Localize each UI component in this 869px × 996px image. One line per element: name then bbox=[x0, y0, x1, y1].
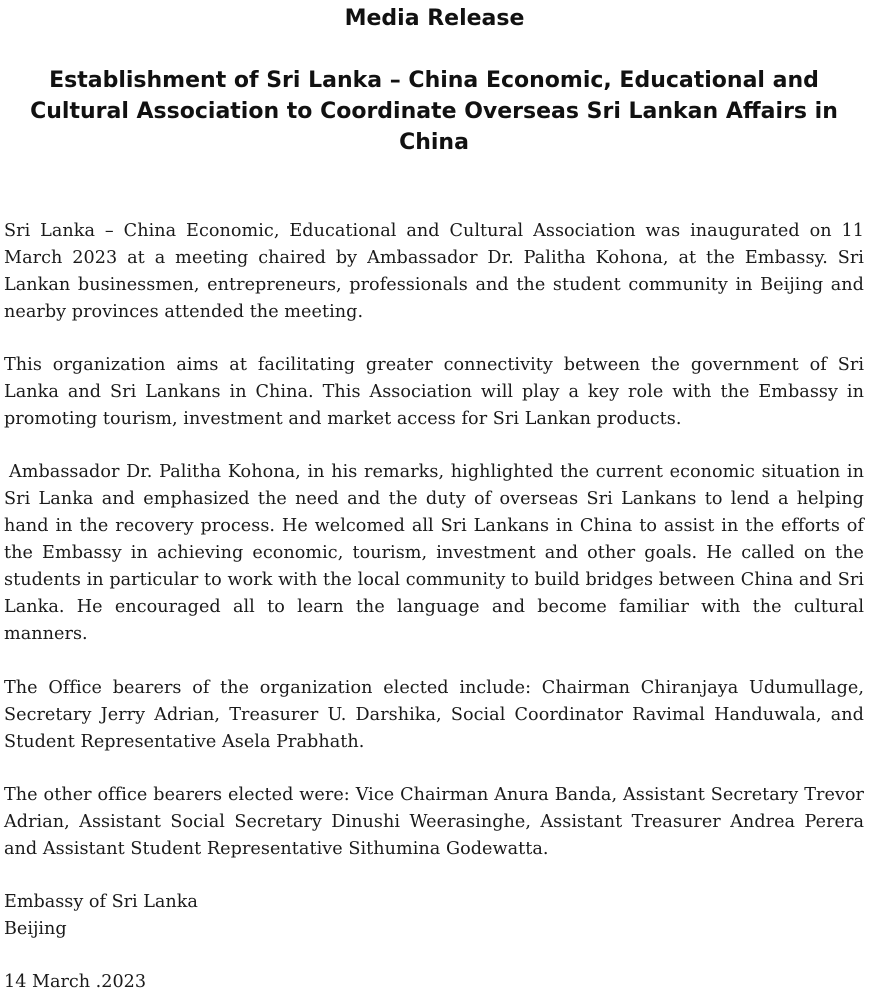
document-title: Establishment of Sri Lanka – China Economic, Educational and Cultural Association to Coordinate Overseas Sri Lankan Affairs in China bbox=[30, 68, 838, 155]
signature-city: Beijing bbox=[4, 919, 67, 939]
paragraph-office-bearers: The Office bearers of the organization elected include: Chairman Chiranjaya Udumullage, Secretary Jerry Adrian, Treasurer U. Darshika, Social Coordinator Ravimal Handuwala, and Student Representative Asela Prabhath. bbox=[4, 678, 864, 752]
signature-organization: Embassy of Sri Lanka bbox=[4, 892, 198, 912]
paragraph-inauguration: Sri Lanka – China Economic, Educational and Cultural Association was inaugurated on 11 March 2023 at a meeting chaired by Ambassador Dr. Palitha Kohona, at the Embassy. Sri Lankan businessmen, entrepreneurs, professionals and the student community in Beijing and nearby provinces attended the meeting. bbox=[4, 221, 864, 322]
release-date: 14 March .2023 bbox=[4, 972, 147, 992]
paragraph-aims: This organization aims at facilitating greater connectivity between the government of Sri Lanka and Sri Lankans in China. This Association will play a key role with the Embassy in promoting tourism, investment and market access for Sri Lankan products. bbox=[4, 355, 864, 429]
paragraph-ambassador-remarks: Ambassador Dr. Palitha Kohona, in his remarks, highlighted the current economic situation in Sri Lanka and emphasized the need and the duty of overseas Sri Lankans to lend a helping hand in the recovery process. He welcomed all Sri Lankans in China to assist in the efforts of the Embassy in achieving economic, tourism, investment and other goals. He called on the students in particular to work with the local community to build bridges between China and Sri Lanka. He encouraged all to learn the language and become familiar with the cultural manners. bbox=[4, 462, 864, 644]
document-label: Media Release bbox=[344, 6, 525, 31]
paragraph-other-office-bearers: The other office bearers elected were: Vice Chairman Anura Banda, Assistant Secretary Trevor Adrian, Assistant Social Secretary Dinushi Weerasinghe, Assistant Treasurer Andrea Perera and Assistant Student Representative Sithumina Godewatta. bbox=[4, 785, 864, 859]
